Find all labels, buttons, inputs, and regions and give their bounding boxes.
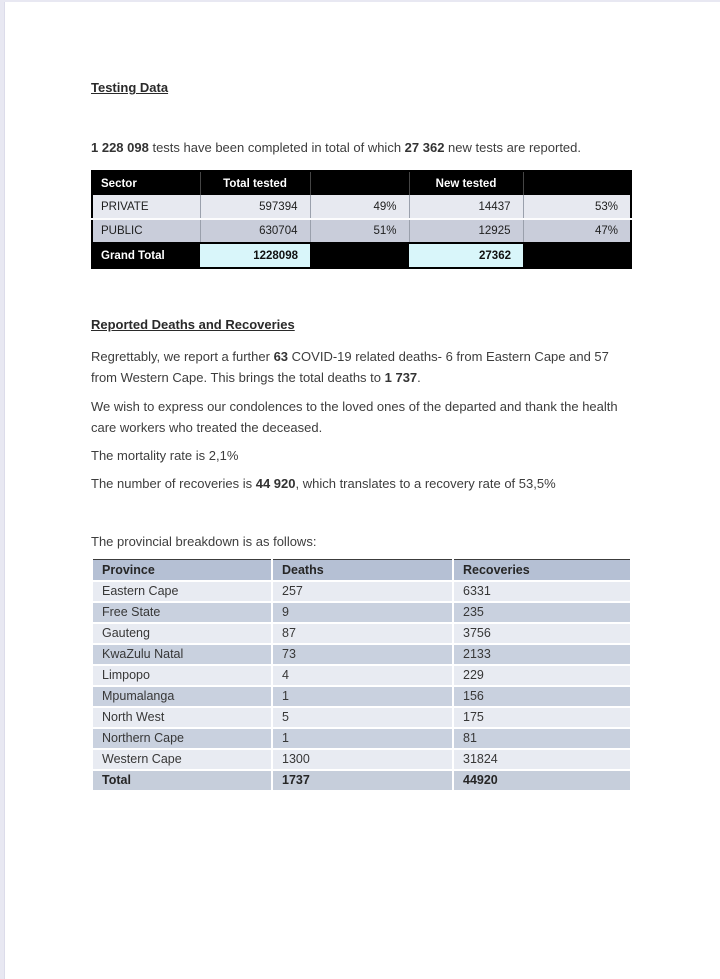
table-cell: 3756 <box>453 623 631 644</box>
province-total-row <box>92 770 631 791</box>
grand-total-blank-cell <box>310 243 409 268</box>
table-cell: 31824 <box>453 749 631 770</box>
table-row <box>92 749 631 770</box>
testing-table-header-row <box>92 171 631 195</box>
deaths-report-paragraph: Regrettably, we report a further 63 COVID-19 related deaths- 6 from Eastern Cape and 57 from Western Cape. This brings the total deaths to 1 737. <box>91 349 609 385</box>
table-cell: North West <box>92 707 272 728</box>
column-header-recoveries: Recoveries <box>453 560 631 581</box>
province-table-header-row <box>92 560 631 581</box>
table-row <box>92 581 631 602</box>
column-header-total-tested: Total tested <box>200 171 310 195</box>
table-cell: 9 <box>272 602 453 623</box>
table-row <box>92 623 631 644</box>
table-cell: KwaZulu Natal <box>92 644 272 665</box>
grand-total-new-value: 27362 <box>409 243 523 268</box>
column-header-province: Province <box>92 560 272 581</box>
grand-total-blank-cell <box>523 243 631 268</box>
table-cell: 87 <box>272 623 453 644</box>
table-cell: 630704 <box>200 219 310 243</box>
table-cell: 257 <box>272 581 453 602</box>
column-header-total-pct <box>310 171 409 195</box>
table-cell: 229 <box>453 665 631 686</box>
province-total-label: Total <box>92 770 272 791</box>
province-table-body <box>92 581 631 770</box>
table-cell: PUBLIC <box>92 219 200 243</box>
table-cell: 1 <box>272 686 453 707</box>
grand-total-tested-value: 1228098 <box>200 243 310 268</box>
grand-total-row <box>92 243 631 268</box>
table-cell: 1300 <box>272 749 453 770</box>
testing-data-heading: Testing Data <box>91 80 169 95</box>
testing-table-body <box>92 195 631 243</box>
table-cell: Western Cape <box>92 749 272 770</box>
province-total-deaths: 1737 <box>272 770 453 791</box>
table-cell: Northern Cape <box>92 728 272 749</box>
table-cell: 1 <box>272 728 453 749</box>
deaths-recoveries-heading: Reported Deaths and Recoveries <box>91 317 295 332</box>
table-cell: 6331 <box>453 581 631 602</box>
mortality-rate-paragraph: The mortality rate is 2,1% <box>91 448 239 463</box>
page-edge-left <box>0 0 5 979</box>
table-cell: 47% <box>523 219 631 243</box>
table-cell: 2133 <box>453 644 631 665</box>
grand-total-label: Grand Total <box>92 243 200 268</box>
table-cell: 5 <box>272 707 453 728</box>
document-content <box>91 0 630 979</box>
table-cell: 175 <box>453 707 631 728</box>
table-cell: 81 <box>453 728 631 749</box>
table-cell: 49% <box>310 195 409 219</box>
table-cell: Limpopo <box>92 665 272 686</box>
recoveries-paragraph: The number of recoveries is 44 920, which translates to a recovery rate of 53,5% <box>91 476 556 491</box>
table-cell: 597394 <box>200 195 310 219</box>
condolences-paragraph: We wish to express our condolences to the loved ones of the departed and thank the health care workers who treated the deceased. <box>91 399 618 435</box>
table-cell: Gauteng <box>92 623 272 644</box>
testing-table <box>91 170 632 269</box>
table-cell: Free State <box>92 602 272 623</box>
table-row <box>92 665 631 686</box>
table-row <box>92 644 631 665</box>
table-cell: 53% <box>523 195 631 219</box>
table-cell: 235 <box>453 602 631 623</box>
tests-summary-paragraph: 1 228 098 tests have been completed in total of which 27 362 new tests are reported. <box>91 140 582 155</box>
column-header-new-tested: New tested <box>409 171 523 195</box>
table-row <box>92 219 631 243</box>
table-cell: 12925 <box>409 219 523 243</box>
provincial-breakdown-intro: The provincial breakdown is as follows: <box>91 534 317 549</box>
column-header-sector: Sector <box>92 171 200 195</box>
table-cell: PRIVATE <box>92 195 200 219</box>
table-cell: 51% <box>310 219 409 243</box>
table-cell: 14437 <box>409 195 523 219</box>
table-cell: 156 <box>453 686 631 707</box>
table-cell: 73 <box>272 644 453 665</box>
table-row <box>92 728 631 749</box>
column-header-new-pct <box>523 171 631 195</box>
table-cell: 4 <box>272 665 453 686</box>
table-cell: Eastern Cape <box>92 581 272 602</box>
column-header-deaths: Deaths <box>272 560 453 581</box>
table-row <box>92 707 631 728</box>
province-total-recoveries: 44920 <box>453 770 631 791</box>
province-table <box>91 559 632 792</box>
table-row <box>92 686 631 707</box>
table-row <box>92 195 631 219</box>
table-row <box>92 602 631 623</box>
table-cell: Mpumalanga <box>92 686 272 707</box>
